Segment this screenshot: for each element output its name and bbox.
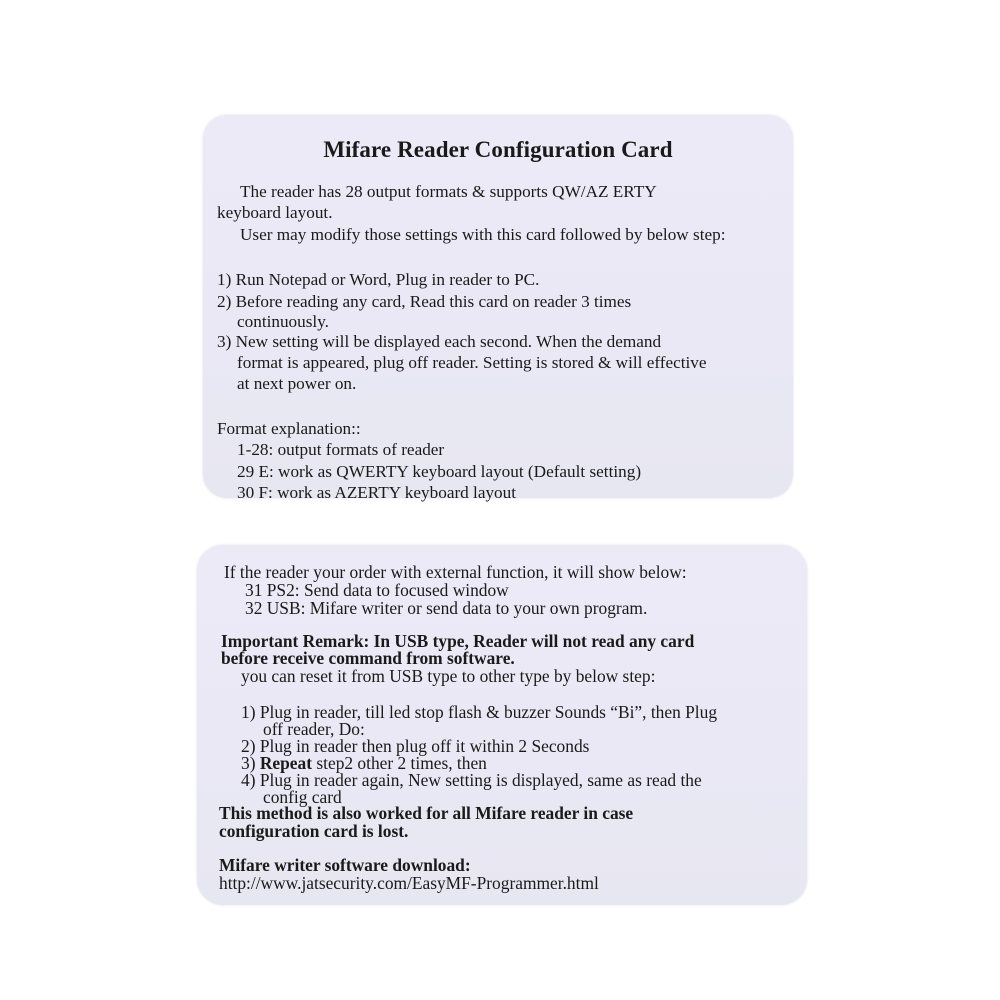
format-line: 30 F: work as AZERTY keyboard layout — [237, 483, 517, 502]
configuration-card-front — [203, 115, 793, 502]
step-line: 2) Before reading any card, Read this card on reader 3 times — [217, 292, 632, 311]
reset-step: off reader, Do: — [263, 719, 365, 739]
step-line: continuously. — [237, 312, 329, 331]
repeat-word: Repeat — [259, 753, 313, 773]
format-line: 1-28: output formats of reader — [237, 440, 445, 459]
external-line: 32 USB: Mifare writer or send data to your own program. — [245, 598, 648, 618]
intro-line: User may modify those settings with this card followed by below step: — [240, 225, 726, 244]
format-line: 29 E: work as QWERTY keyboard layout (Default setting) — [237, 462, 642, 481]
reset-step: config card — [263, 787, 342, 807]
reset-step: 1) Plug in reader, till led stop flash & buzzer Sounds “Bi”, then Plug — [241, 702, 718, 722]
reset-step: 2) Plug in reader then plug off it within 2 Seconds — [241, 736, 590, 756]
card-title: Mifare Reader Configuration Card — [323, 137, 673, 162]
reset-step: 4) Plug in reader again, New setting is displayed, same as read the — [241, 770, 702, 790]
format-heading: Format explanation:: — [217, 419, 361, 438]
step-number: 3) — [241, 753, 256, 773]
download-label: Mifare writer software download: — [219, 855, 471, 875]
important-remark: before receive command from software. — [221, 648, 515, 668]
step-line: format is appeared, plug off reader. Setting is stored & will effective — [237, 353, 707, 372]
intro-line: The reader has 28 output formats & supports QW/AZ ERTY — [240, 182, 657, 201]
step-line: 1) Run Notepad or Word, Plug in reader to PC. — [217, 270, 540, 289]
step-line: at next power on. — [237, 374, 357, 393]
configuration-card-back — [197, 545, 807, 905]
reset-intro: you can reset it from USB type to other type by below step: — [241, 666, 656, 686]
intro-line: keyboard layout. — [217, 203, 333, 222]
important-remark: Important Remark: In USB type, Reader will not read any card — [221, 631, 695, 651]
step-text: step2 other 2 times, then — [316, 753, 487, 773]
external-intro: If the reader your order with external function, it will show below: — [224, 562, 687, 582]
step-line: 3) New setting will be displayed each second. When the demand — [217, 332, 662, 351]
method-note: This method is also worked for all Mifare reader in case — [219, 803, 634, 823]
external-line: 31 PS2: Send data to focused window — [245, 580, 509, 600]
method-note: configuration card is lost. — [219, 821, 409, 841]
download-url: http://www.jatsecurity.com/EasyMF-Programmer.html — [219, 873, 599, 893]
